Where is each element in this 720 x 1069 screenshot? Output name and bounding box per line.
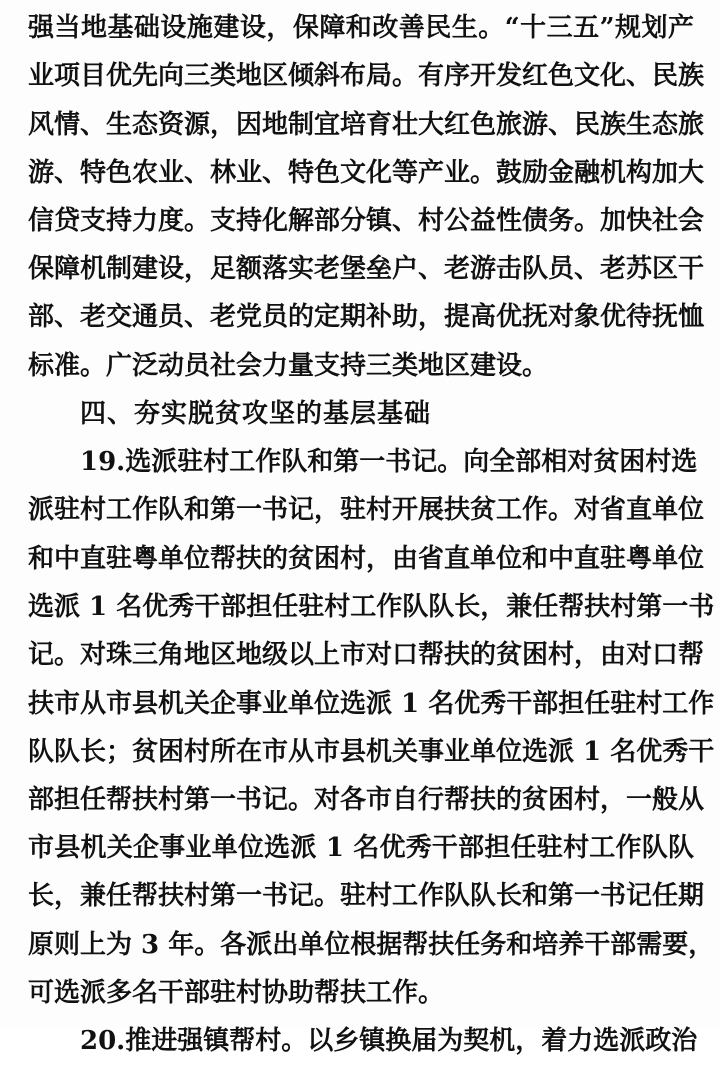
text-line: 强当地基础设施建设，保障和改善民生。“十三五”规划产 <box>28 13 694 43</box>
text-line: 原则上为 3 年。各派出单位根据帮扶任务和培养干部需要， <box>28 930 715 960</box>
text-line: 和中直驻粤单位帮扶的贫困村，由省直单位和中直驻粤单位 <box>28 544 705 574</box>
text-line: 业项目优先向三类地区倾斜布局。有序开发红色文化、民族 <box>28 61 705 91</box>
text-line: 风情、生态资源，因地制宜培育壮大红色旅游、民族生态旅 <box>28 110 705 140</box>
text-line: 市县机关企事业单位选派 1 名优秀干部担任驻村工作队队 <box>28 833 694 863</box>
text-line: 标准。广泛动员社会力量支持三类地区建设。 <box>28 351 549 381</box>
text-line: 队队长；贫困村所在市从市县机关事业单位选派 1 名优秀干 <box>28 737 715 767</box>
text-line: 部、老交通员、老党员的定期补助，提高优抚对象优待抚恤 <box>28 302 705 332</box>
text-line: 部担任帮扶村第一书记。对各市自行帮扶的贫困村，一般从 <box>28 785 705 815</box>
text-line: 派驻村工作队和第一书记，驻村开展扶贫工作。对省直单位 <box>28 495 705 525</box>
text-line: 长，兼任帮扶村第一书记。驻村工作队队长和第一书记任期 <box>28 881 705 911</box>
text-line: 记。对珠三角地区地级以上市对口帮扶的贫困村，由对口帮 <box>28 640 705 670</box>
text-line: 扶市从市县机关企事业单位选派 1 名优秀干部担任驻村工作 <box>28 689 715 719</box>
text-line: 可选派多名干部驻村协助帮扶工作。 <box>28 978 445 1008</box>
text-line: 信贷支持力度。支持化解部分镇、村公益性债务。加快社会 <box>28 206 705 236</box>
text-line: 保障机制建设，足额落实老堡垒户、老游击队员、老苏区干 <box>28 254 705 284</box>
text-line: 游、特色农业、林业、特色文化等产业。鼓励金融机构加大 <box>28 158 705 188</box>
text-line: 19.选派驻村工作队和第一书记。向全部相对贫困村选 <box>80 447 698 477</box>
text-line: 选派 1 名优秀干部担任驻村工作队队长，兼任帮扶村第一书 <box>28 592 715 622</box>
section-heading: 四、夯实脱贫攻坚的基层基础 <box>80 399 432 429</box>
text-line: 20.推进强镇帮村。以乡镇换届为契机，着力选派政治 <box>80 1026 698 1056</box>
